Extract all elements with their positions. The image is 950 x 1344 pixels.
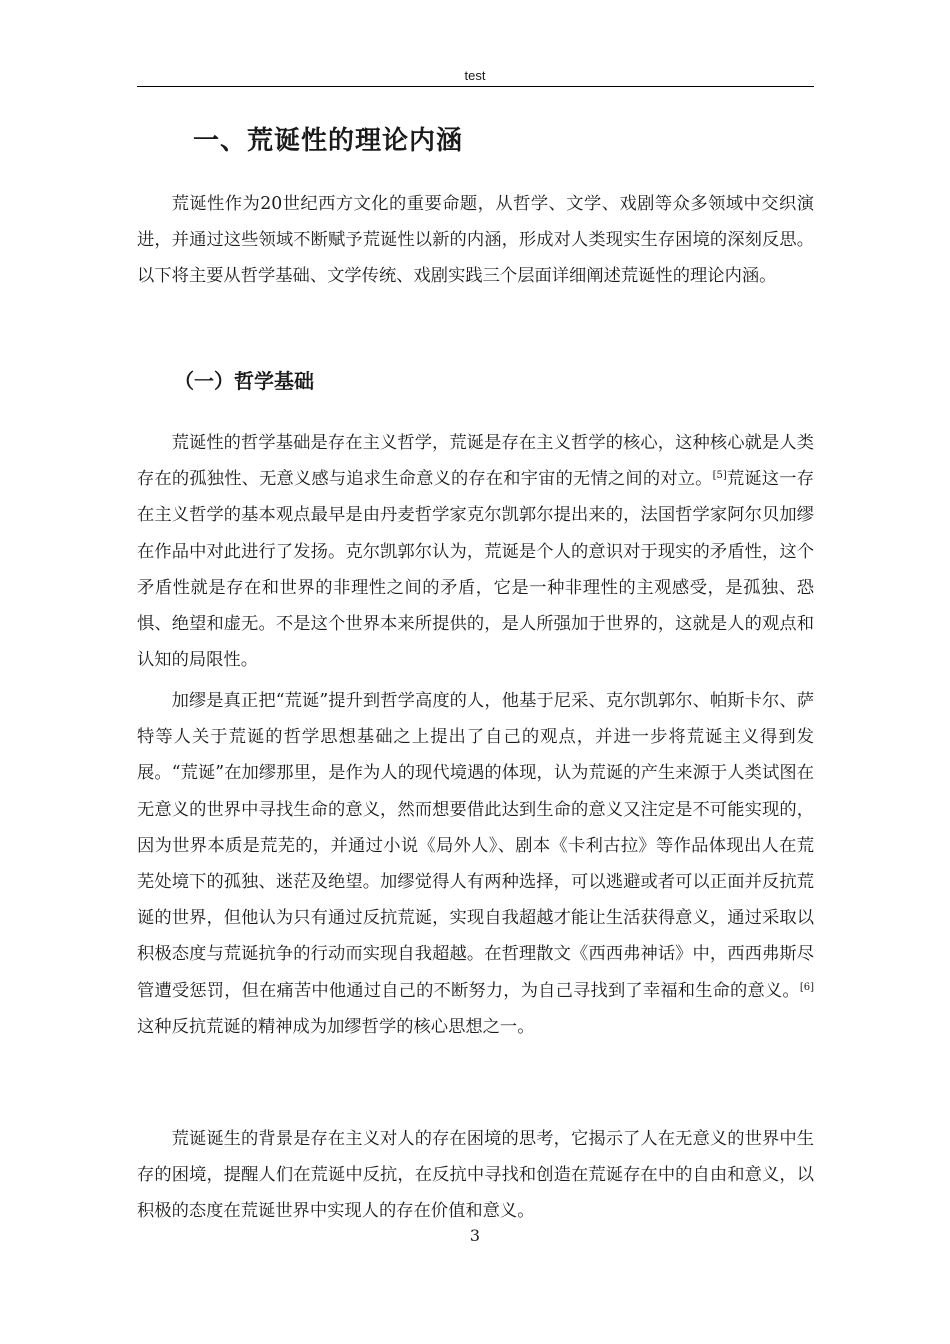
section-title: 一、荒诞性的理论内涵 <box>193 126 464 156</box>
paragraph-background: 荒诞诞生的背景是存在主义对人的存在困境的思考，它揭示了人在无意义的世界中生存的困境，提醒人们在荒诞中反抗，在反抗中寻找和创造在荒诞存在中的自由和意义，以积极的态度在荒诞世界中实现人的存在价值和意义。 <box>137 1129 814 1222</box>
citation-6: [6] <box>799 981 814 993</box>
paragraph-text: 荒诞性的哲学基础是存在主义哲学，荒诞是存在主义哲学的核心，这种核心就是人类存在的孤独性、无意义感与追求生命意义的存在和宇宙的无情之间的对立。 <box>137 433 814 490</box>
citation-5: [5] <box>712 470 727 482</box>
paragraph-text: 荒诞这一存在主义哲学的基本观点最早是由丹麦哲学家克尔凯郭尔提出来的，法国哲学家阿尔贝加缪在作品中对此进行了发扬。克尔凯郭尔认为，荒诞是个人的意识对于现实的矛盾性，这个矛盾性就是存在和世界的非理性之间的矛盾，它是一种非理性的主观感受，是孤独、恐惧、绝望和虚无。不是这个世界本来所提供的，是人所强加于世界的，这就是人的观点和认知的局限性。 <box>137 469 814 671</box>
page-number: 3 <box>469 1226 481 1245</box>
header-divider <box>137 86 814 87</box>
page-header: test <box>464 68 486 83</box>
paragraph-camus <box>137 683 814 1045</box>
paragraph-text: 加缪是真正把“荒诞”提升到哲学高度的人，他基于尼采、克尔凯郭尔、帕斯卡尔、萨特等人关于荒诞的哲学思想基础之上提出了自己的观点，并进一步将荒诞主义得到发展。“荒诞”在加缪那里，是作为人的现代境遇的体现，认为荒诞的产生来源于人类试图在无意义的世界中寻找生命的意义，然而想要借此达到生命的意义又注定是不可能实现的，因为世界本质是荒芜的，并通过小说《局外人》、剧本《卡利古拉》等作品体现出人在荒芜处境下的孤独、迷茫及绝望。加缪觉得人有两种选择，可以逃避或者可以正面并反抗荒诞的世界，但他认为只有通过反抗荒诞，实现自我超越才能让生活获得意义，通过采取以积极态度与荒诞抗争的行动而实现自我超越。在哲理散文《西西弗神话》中，西西弗斯尽管遭受惩罚，但在痛苦中他通过自己的不断努力，为自己寻找到了幸福和生命的意义。 <box>137 691 814 1001</box>
subsection-title: （一）哲学基础 <box>174 369 314 393</box>
paragraph-philosophy-basis <box>137 425 814 678</box>
paragraph-text: 这种反抗荒诞的精神成为加缪哲学的核心思想之一。 <box>137 1016 535 1037</box>
intro-paragraph: 荒诞性作为20世纪西方文化的重要命题，从哲学、文学、戏剧等众多领域中交织演进，并通过这些领域不断赋予荒诞性以新的内涵，形成对人类现实生存困境的深刻反思。以下将主要从哲学基础、文学传统、戏剧实践三个层面详细阐述荒诞性的理论内涵。 <box>137 194 814 287</box>
